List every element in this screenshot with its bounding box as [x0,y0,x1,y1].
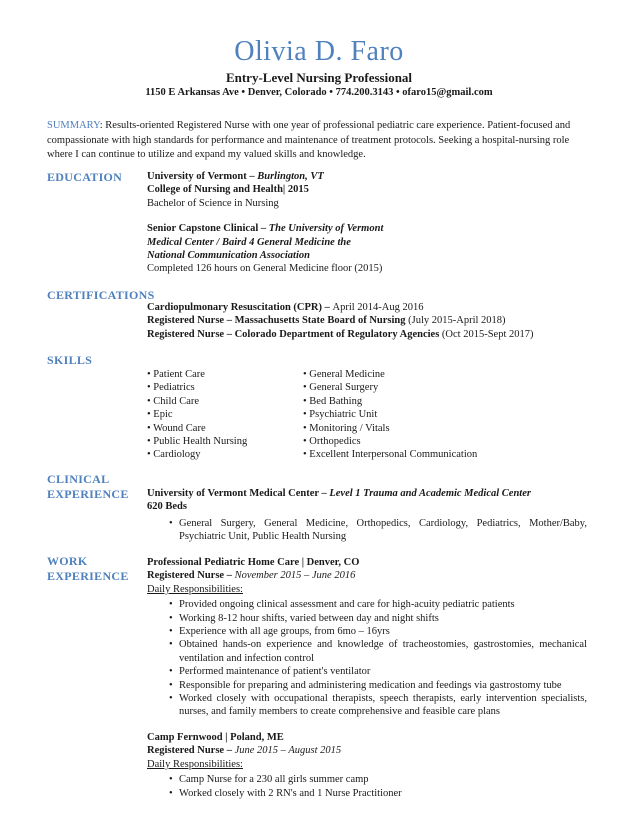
duty-text: Provided ongoing clinical assessment and care for high-acuity pediatric patients [179,599,515,611]
list-item [147,612,587,625]
contact-line: 1150 E Arkansas Ave • Denver, Colorado • 774.200.3143 • ofaro15@gmail.com [145,87,493,98]
capstone-place: The University of Vermont Medical Center / Baird 4 General Medicine the National Communication Association [147,223,384,262]
skill-item: • Cardiology [147,449,201,461]
duty-text: Obtained hands-on experience and knowledge of tracheostomies, gastrostomies, mechanical ventilation and infection control [179,639,587,664]
job-employer: Professional Pediatric Home Care | Denver, CO [147,557,360,568]
clinical-experience-block [147,487,587,544]
bullet-icon: • [169,517,173,529]
skill-item: • Child Care [147,395,200,407]
skill-item: • Epic [147,409,173,421]
summary-text: : Results-oriented Registered Nurse with one year of professional pediatric care experience. Patient-focused and compassionate with high standards for performance and maintenance of treatment protocols. Seeking a hospital-nursing role where I can continue to utilize and expand my valued skills and knowledge. [47,120,571,160]
work-experience-heading [47,554,129,584]
education-school-line [147,170,597,183]
certifications-heading: CERTIFICATIONS [47,288,155,302]
list-item [147,598,587,611]
education-block [147,170,597,276]
clinical-beds: 620 Beds [147,501,187,513]
clinical-place-line [147,487,587,500]
bullet-icon: • [169,679,173,691]
bullet-icon: • [169,666,173,678]
list-item [147,625,587,638]
skill-item: • Psychiatric Unit [303,409,378,421]
skill-item: • Patient Care [147,369,205,380]
cert-name: Registered Nurse – Colorado Department of Regulatory Agencies [147,328,442,340]
clinical-desc: General Surgery, General Medicine, Orthopedics, Cardiology, Pediatrics, Mother/Baby, Psychiatric Unit, Public Health Nursing [179,517,587,543]
duty-text: Working 8-12 hour shifts, varied between day and night shifts [179,612,439,624]
cert-date: (July 2015-April 2018) [408,315,506,327]
work-heading-line-2: EXPERIENCE [47,569,129,583]
list-item [147,638,587,665]
list-item [147,787,587,800]
education-location: Burlington, VT [257,171,324,182]
cert-name: Cardiopulmonary Resuscitation (CPR) – [147,302,333,313]
capstone-hours: Completed 126 hours on General Medicine floor (2015) [147,263,383,275]
duty-text: Camp Nurse for a 230 all girls summer camp [179,774,369,786]
list-item [147,517,587,544]
responsibilities-label: Daily Responsibilities: [147,758,243,770]
list-item [147,665,587,678]
skill-item: • Excellent Interpersonal Communication [303,449,478,461]
cert-item [147,314,607,327]
skill-item: • Wound Care [147,422,206,434]
list-item [147,692,587,719]
summary-section [47,119,592,163]
bullet-icon: • [169,626,173,638]
bullet-icon: • [169,693,173,705]
job-role: Registered Nurse – [147,745,235,757]
bullet-icon: • [169,787,173,799]
cert-item [147,301,607,314]
responsibilities-label: Daily Responsibilities: [147,583,243,595]
bullet-icon: • [169,774,173,786]
summary-label: SUMMARY [47,120,100,131]
duty-text: Experience with all age groups, from 6mo – 16yrs [179,626,390,638]
skill-item: • Orthopedics [303,436,361,448]
bullet-icon: • [169,599,173,611]
job-role: Registered Nurse – [147,570,235,582]
duty-text: Worked closely with 2 RN's and 1 Nurse Practitioner [179,787,402,799]
skills-heading: SKILLS [47,353,93,367]
skill-item: • General Surgery [303,382,379,394]
clinical-place-detail: Level 1 Trauma and Academic Medical Center [329,488,531,499]
skills-left-column [147,368,307,462]
cert-date: April 2014-Aug 2016 [332,302,424,313]
professional-title: Entry-Level Nursing Professional [225,70,413,85]
skill-item: • Bed Bathing [303,395,363,407]
bullet-icon: • [169,639,173,651]
cert-item [147,328,607,341]
certifications-list [147,301,607,341]
clinical-capstone [147,222,387,262]
duty-text: Worked closely with occupational therapists, speech therapists, early intervention specialists, nurses, and family members to create comprehensive and feasible care plans [179,693,587,718]
work-experience-block [147,556,587,800]
capstone-label: Senior Capstone Clinical – [147,223,269,235]
education-college: College of Nursing and Health| 2015 [147,184,309,196]
list-item [147,773,587,786]
job-dates: November 2015 – June 2016 [234,570,356,582]
duty-text: Performed maintenance of patient's ventilator [179,666,371,678]
job-employer: Camp Fernwood | Poland, ME [147,731,284,743]
skill-item: • Public Health Nursing [147,436,248,448]
candidate-name: Olivia D. Faro [234,36,404,67]
skill-item: • Monitoring / Vitals [303,422,390,434]
clinical-place: University of Vermont Medical Center – [147,488,330,499]
clinical-heading-line-1: CLINICAL [47,472,110,486]
cert-name: Registered Nurse – Massachusetts State Board of Nursing [147,315,409,327]
education-heading: EDUCATION [47,170,123,184]
job-role-line [147,569,587,582]
work-heading-line-1: WORK [47,554,88,568]
list-item [147,679,587,692]
bullet-icon: • [169,612,173,624]
job-role-line [147,744,587,757]
clinical-heading-line-2: EXPERIENCE [47,487,129,501]
skills-right-column [303,368,543,462]
skill-item: • General Medicine [303,369,385,380]
clinical-experience-heading [47,472,129,502]
skill-item: • Pediatrics [147,382,195,394]
education-school: University of Vermont – [147,171,258,182]
cert-date: (Oct 2015-Sept 2017) [441,328,534,340]
education-degree: Bachelor of Science in Nursing [147,197,279,209]
duty-text: Responsible for preparing and administering medication and feedings via gastrostomy tube [179,679,562,691]
job-dates: June 2015 – August 2015 [234,745,342,757]
